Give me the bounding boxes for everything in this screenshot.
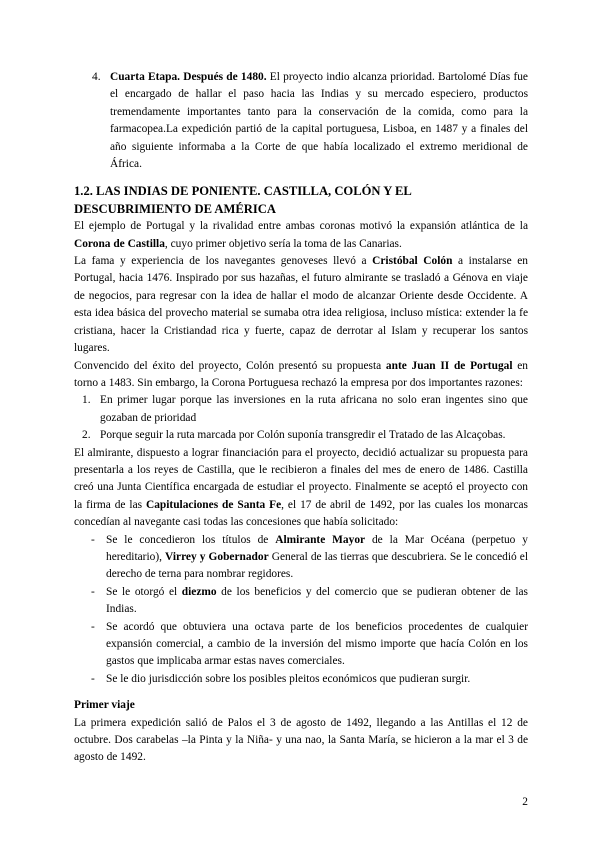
list-item-diezmo xyxy=(74,584,528,619)
body-text: El ejemplo de Portugal y la rivalidad entre ambas coronas motivó la expansión atlántica de la xyxy=(74,220,528,233)
list-item-fourth-stage xyxy=(74,69,528,173)
body-text: , cuyo primer objetivo sería la toma de las Canarias. xyxy=(164,237,402,250)
body-text: Convencido del éxito del proyecto, Colón presentó su propuesta xyxy=(74,359,386,372)
paragraph-capitulaciones xyxy=(74,445,528,532)
list-number: 2. xyxy=(82,429,91,442)
bold-text: Corona de Castilla xyxy=(74,237,165,250)
body-text: El almirante, dispuesto a lograr financiación para el proyecto, decidió actualizar su propuesta para presentarla a los reyes de Castilla, que le recibieron a finales del mes de enero de 1486. Castilla creó una Junta Científica encargada de estudiar el proyecto. Finalmente se aceptó el proyecto con la firma de las xyxy=(74,446,528,511)
paragraph-portugal-proposal xyxy=(74,358,528,393)
section-heading: 1.2. LAS INDIAS DE PONIENTE. CASTILLA, COLÓN Y EL DESCUBRIMIENTO DE AMÉRICA xyxy=(74,184,412,216)
bold-text: Cristóbal Colón xyxy=(372,255,453,268)
body-text: en torno a 1483. Sin embargo, la Corona Portuguesa rechazó la empresa por dos importantes razones: xyxy=(74,359,528,389)
dash-bullet: - xyxy=(91,620,95,633)
body-text: de la Mar Océana (perpetuo y hereditario), xyxy=(106,533,528,563)
body-text: En primer lugar porque las inversiones en la ruta africana no solo eran ingentes sino que gozaban de prioridad xyxy=(100,394,528,424)
paragraph-first-voyage: La primera expedición salió de Palos el 3 de agosto de 1492, llegando a las Antillas el 12 de octubre. Dos carabelas –la Pinta y la Niña- y una nao, la Santa María, se hicieron a la mar el 3 de agosto de 1492. xyxy=(74,716,528,764)
dash-bullet: - xyxy=(91,672,95,685)
list-item-octava xyxy=(74,619,528,671)
body-text: Se acordó que obtuviera una octava parte de los beneficios procedentes de cualquier expansión comercial, a cambio de la inversión del mismo importe que hacía Colón en los gastos que implicaba armar estas naves comerciales. xyxy=(106,620,528,668)
page-number: 2 xyxy=(522,796,528,808)
list-number: 4. xyxy=(92,71,101,83)
body-text: Se le concedieron los títulos de xyxy=(106,533,276,546)
bold-text: diezmo xyxy=(181,585,217,598)
body-text: Porque seguir la ruta marcada por Colón suponía transgredir el Tratado de las Alcaçobas. xyxy=(100,429,506,442)
body-text: Se le otorgó el xyxy=(106,585,182,598)
bold-text: Capitulaciones de Santa Fe xyxy=(145,498,282,511)
bold-text: Virrey y Gobernador xyxy=(165,550,269,563)
paragraph-castilla xyxy=(74,218,528,253)
bold-text: ante Juan II de Portugal xyxy=(385,359,513,372)
list-item-reason-1 xyxy=(74,392,528,427)
body-text: a instalarse en Portugal, hacia 1476. Inspirado por sus hazañas, el futuro almirante se trasladó a Génova en viaje de negocios, para regresar con la idea de hallar el modo de alcanzar Oriente desde Occidente. A esta idea básica del provecho material se sumaba otra idea religiosa, incluso mística: extender la fe cristiana, hacer la Cristiandad rica y fuerte, capaz de derrotar al Islam y recuperar los santos lugares. xyxy=(74,255,529,355)
list-item-titles xyxy=(74,532,528,584)
body-text: , el 17 de abril de 1492, por las cuales los monarcas concedían al navegante casi todas las concesiones que había solicitado: xyxy=(74,498,528,529)
body-text: General de las tierras que descubriera. Se le concedió el derecho de terna para nombrar regidores. xyxy=(106,550,528,581)
bold-text: Almirante Mayor xyxy=(275,533,366,546)
page-content xyxy=(74,69,528,767)
dash-bullet: - xyxy=(91,585,95,598)
list-item-reason-2 xyxy=(74,427,528,444)
list-item-jurisdiccion xyxy=(74,671,528,688)
paragraph-colon xyxy=(74,253,528,357)
body-text: La fama y experiencia de los navegantes genoveses llevó a xyxy=(74,255,373,268)
list-number: 1. xyxy=(82,394,91,407)
body-text: Se le dio jurisdicción sobre los posibles pleitos económicos que pudieran surgir. xyxy=(106,672,471,685)
bold-text: Cuarta Etapa. Después de 1480. xyxy=(110,71,267,83)
subsection-heading: Primer viaje xyxy=(74,699,135,712)
body-text: El proyecto indio alcanza prioridad. Bartolomé Días fue el encargado de hallar el paso hacia las Indias y su mercado especiero, productos tremendamente importantes tanto para la conservación de la comida, como para la farmacopea.La expedición partió de la capital portuguesa, Lisboa, en 1487 y a finales del año siguiente informaba a la Corte de que había localizado el extremo meridional de África. xyxy=(110,71,528,171)
body-text: de los beneficios y del comercio que se pudieran obtener de las Indias. xyxy=(106,585,528,616)
dash-bullet: - xyxy=(91,533,95,546)
